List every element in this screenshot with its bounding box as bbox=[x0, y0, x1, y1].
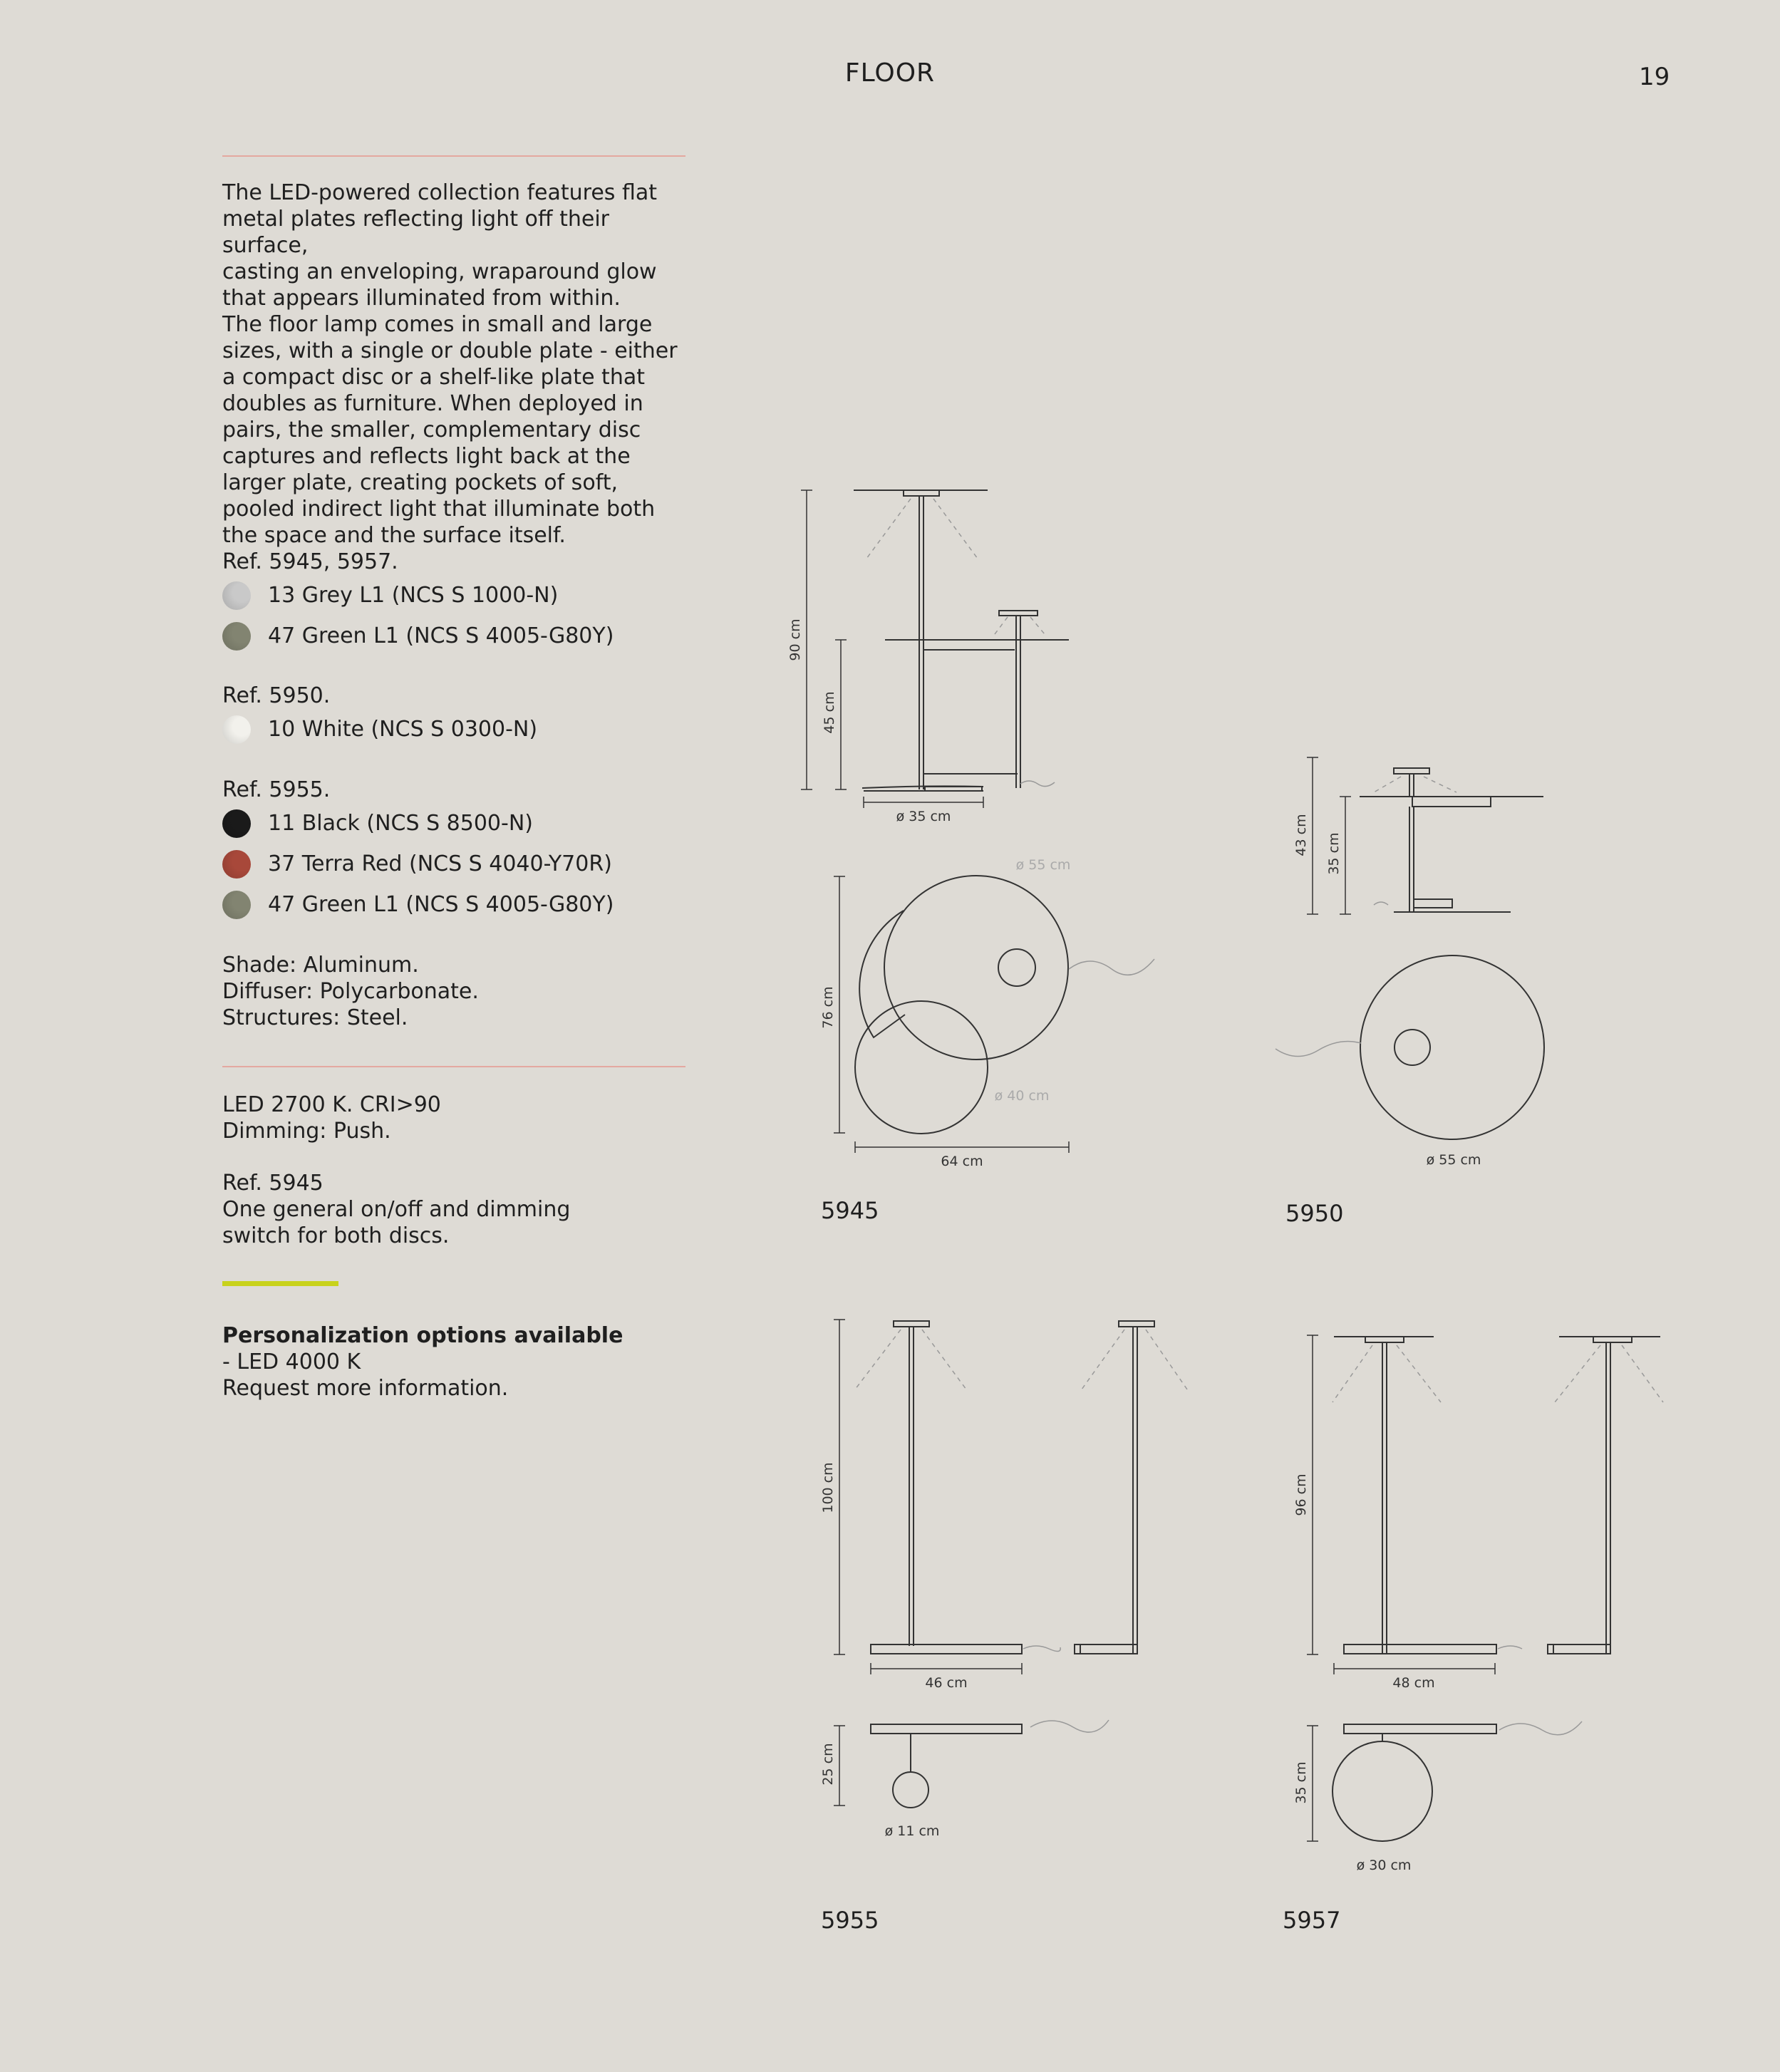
intro-line: metal plates reflecting light off their surface, bbox=[222, 207, 610, 258]
intro-line: The floor lamp comes in small and large bbox=[222, 312, 653, 337]
material-line: Diffuser: Polycarbonate. bbox=[222, 979, 479, 1004]
finish-ref: Ref. 5945, 5957. bbox=[222, 549, 398, 574]
dim-label: 35 cm bbox=[1326, 832, 1342, 875]
dim-label: 64 cm bbox=[941, 1154, 983, 1169]
intro-line: The LED-powered collection features flat bbox=[222, 180, 658, 205]
dim-label: 48 cm bbox=[1392, 1675, 1435, 1691]
dim-label: 76 cm bbox=[820, 986, 836, 1029]
drawing-5945-plan bbox=[834, 876, 1154, 1153]
switch-ref: Ref. 5945 bbox=[222, 1171, 324, 1196]
dim-label: ø 40 cm bbox=[994, 1088, 1050, 1104]
material-line: Shade: Aluminum. bbox=[222, 953, 419, 978]
dimension-labels bbox=[787, 618, 1481, 1873]
finish-label: 10 White (NCS S 0300-N) bbox=[268, 717, 538, 742]
finish-ref: Ref. 5950. bbox=[222, 683, 331, 708]
finish-label: 13 Grey L1 (NCS S 1000-N) bbox=[268, 583, 559, 608]
intro-line: sizes, with a single or double plate - either bbox=[222, 338, 678, 363]
intro-line: larger plate, creating pockets of soft, bbox=[222, 470, 618, 495]
intro-line: pairs, the smaller, complementary disc bbox=[222, 418, 641, 442]
model-label-5957: 5957 bbox=[1283, 1907, 1341, 1934]
model-label-5945: 5945 bbox=[821, 1197, 879, 1224]
page-title: FLOOR bbox=[844, 58, 936, 88]
dim-label: 35 cm bbox=[1293, 1761, 1309, 1804]
drawing-5957-plan bbox=[1307, 1721, 1582, 1841]
dim-label: 96 cm bbox=[1293, 1473, 1309, 1516]
dim-label: ø 30 cm bbox=[1356, 1858, 1412, 1873]
drawing-5950-elevation bbox=[1307, 757, 1543, 914]
drawing-5950-plan bbox=[1276, 955, 1544, 1139]
dim-label: 90 cm bbox=[787, 618, 803, 661]
dim-label: 46 cm bbox=[925, 1675, 968, 1691]
dim-label: 43 cm bbox=[1293, 814, 1309, 856]
intro-line: a compact disc or a shelf-like plate that bbox=[222, 365, 645, 390]
tech-line: LED 2700 K. CRI>90 bbox=[222, 1092, 441, 1117]
drawing-5955-elevation bbox=[834, 1320, 1187, 1674]
dim-label: 100 cm bbox=[820, 1462, 836, 1513]
model-label-5950: 5950 bbox=[1285, 1200, 1344, 1227]
finish-ref: Ref. 5955. bbox=[222, 777, 331, 802]
switch-line: One general on/off and dimming bbox=[222, 1197, 571, 1222]
page-number: 19 bbox=[1639, 63, 1670, 91]
finish-label: 47 Green L1 (NCS S 4005-G80Y) bbox=[268, 623, 614, 648]
drawing-5945-elevation bbox=[801, 490, 1069, 808]
personalization-line: - LED 4000 K bbox=[222, 1350, 361, 1374]
drawing-5957-elevation bbox=[1307, 1335, 1663, 1674]
intro-line: captures and reflects light back at the bbox=[222, 444, 631, 469]
personalization-line: Request more information. bbox=[222, 1376, 509, 1401]
finish-label: 37 Terra Red (NCS S 4040-Y70R) bbox=[268, 851, 612, 876]
intro-line: the space and the surface itself. bbox=[222, 523, 566, 548]
drawing-5955-plan bbox=[834, 1720, 1109, 1808]
intro-line: pooled indirect light that illuminate both bbox=[222, 497, 656, 522]
model-label-5955: 5955 bbox=[821, 1907, 879, 1934]
dim-label: ø 55 cm bbox=[1426, 1152, 1481, 1168]
dim-label: 45 cm bbox=[822, 691, 837, 734]
intro-line: that appears illuminated from within. bbox=[222, 286, 621, 311]
finish-label: 47 Green L1 (NCS S 4005-G80Y) bbox=[268, 892, 614, 917]
dim-label: ø 55 cm bbox=[1015, 857, 1071, 873]
tech-line: Dimming: Push. bbox=[222, 1119, 391, 1144]
intro-line: doubles as furniture. When deployed in bbox=[222, 391, 643, 416]
dim-label: ø 11 cm bbox=[884, 1823, 940, 1839]
personalization-title: Personalization options available bbox=[222, 1323, 623, 1348]
intro-line: casting an enveloping, wraparound glow bbox=[222, 259, 657, 284]
material-line: Structures: Steel. bbox=[222, 1005, 408, 1030]
dim-label: ø 35 cm bbox=[896, 809, 951, 824]
switch-line: switch for both discs. bbox=[222, 1223, 450, 1248]
finish-label: 11 Black (NCS S 8500-N) bbox=[268, 811, 533, 836]
dim-label: 25 cm bbox=[820, 1743, 836, 1786]
